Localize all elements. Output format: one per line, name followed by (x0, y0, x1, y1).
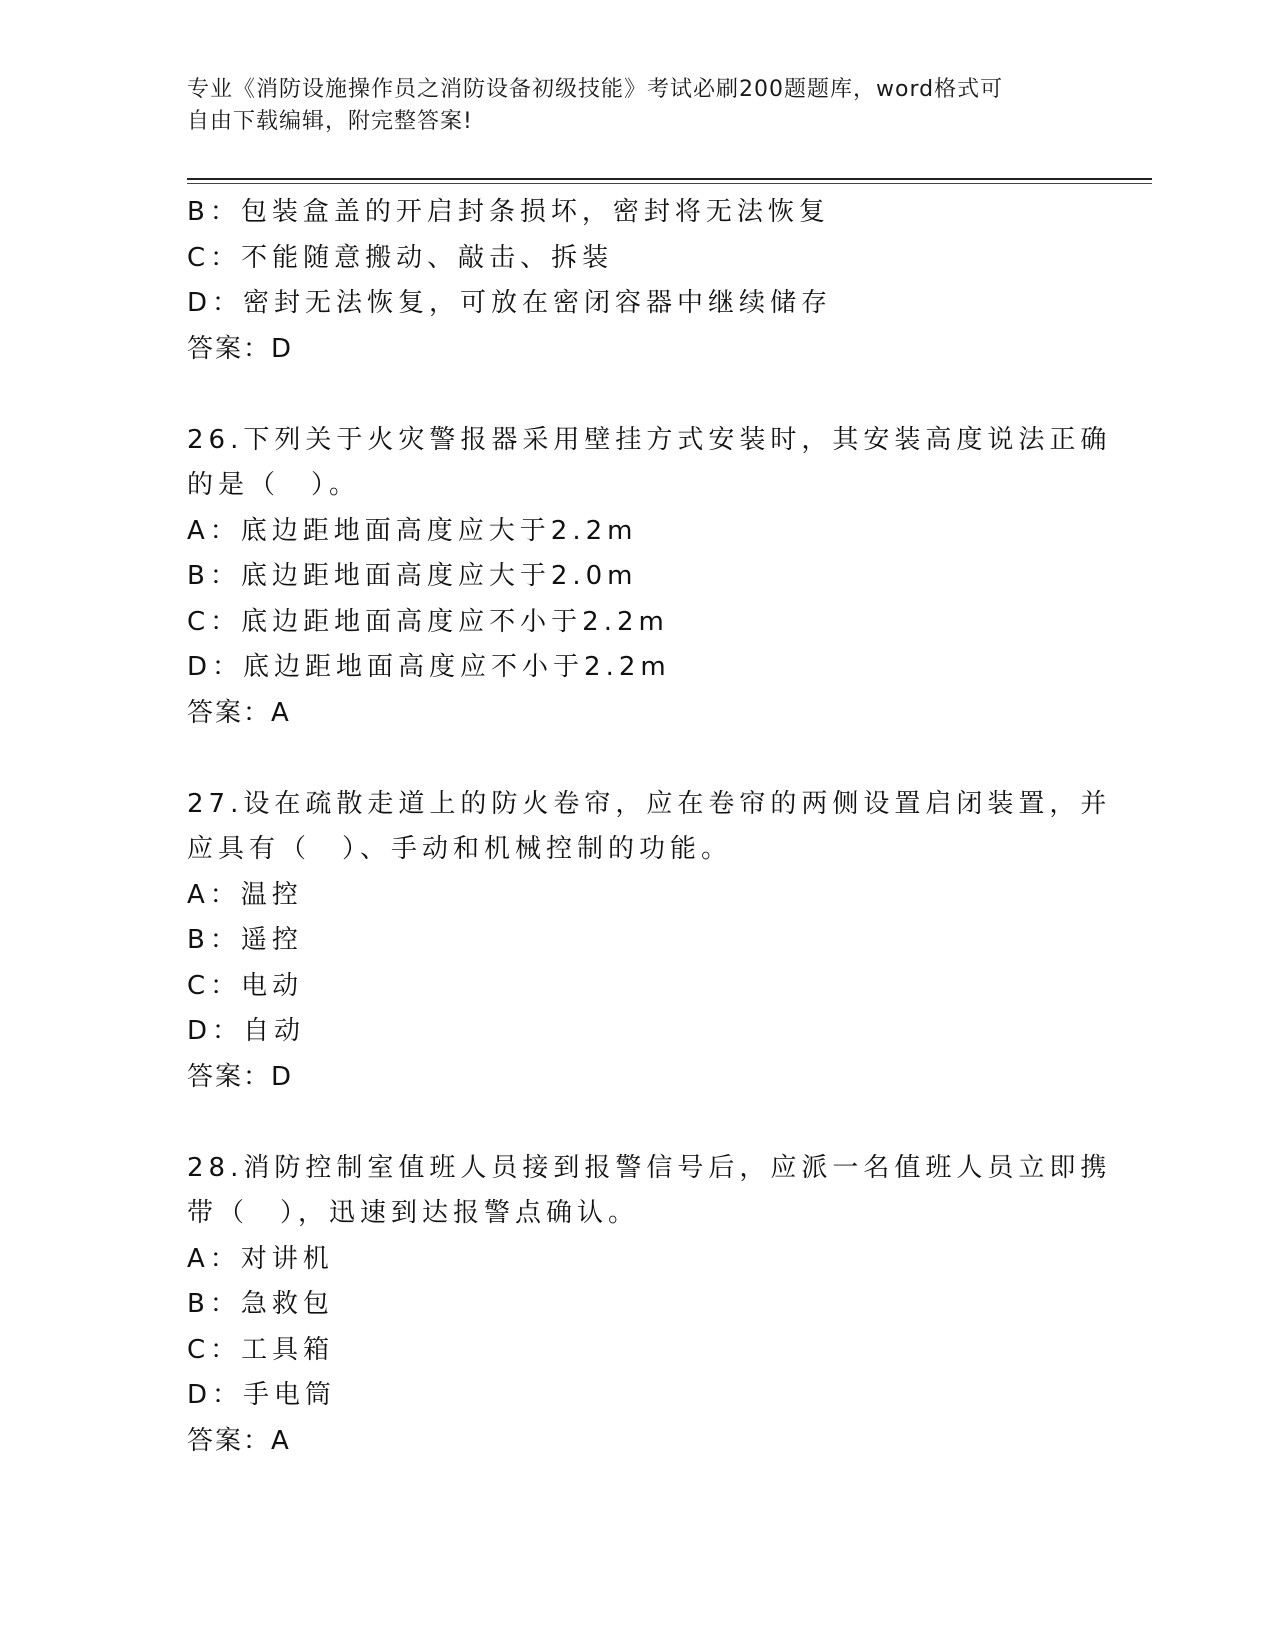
question-27 (187, 782, 1127, 1101)
option-a: A：底边距地面高度应大于2.2m (187, 515, 638, 546)
page-header (187, 74, 1067, 138)
question-list (187, 190, 1127, 1464)
option-d: D：密封无法恢复，可放在密闭容器中继续储存 (187, 288, 833, 318)
answer-line (187, 327, 1127, 373)
answer-label: 答案： (187, 1061, 272, 1092)
answer-label: 答案： (187, 697, 272, 728)
header-divider-thin (187, 183, 1152, 184)
option-b: B：包装盒盖的开启封条损坏，密封将无法恢复 (187, 197, 830, 227)
answer-value: D (271, 1061, 294, 1092)
option-c: C：电动 (187, 970, 304, 1001)
option-d: D：底边距地面高度应不小于2.2m (187, 652, 671, 682)
spacer (187, 736, 1127, 782)
question-stem: 28.消防控制室值班人员接到报警信号后，应派一名值班人员立即携带（ ），迅速到达报警点确认。 (187, 1152, 1112, 1228)
question-26 (187, 418, 1127, 737)
header-divider-thick (187, 178, 1152, 180)
option-b: B：底边距地面高度应大于2.0m (187, 561, 638, 591)
answer-value: A (271, 697, 291, 728)
spacer (187, 1100, 1127, 1146)
option-c: C：工具箱 (187, 1334, 335, 1365)
question-stem: 27.设在疏散走道上的防火卷帘，应在卷帘的两侧设置启闭装置，并应具有（ ）、手动和机械控制的功能。 (187, 788, 1112, 864)
option-a: A：温控 (187, 879, 303, 910)
header-title-line-2: 自由下载编辑，附完整答案! (187, 109, 473, 134)
option-a: A：对讲机 (187, 1243, 334, 1274)
answer-value: D (271, 333, 294, 364)
option-b: B：遥控 (187, 925, 303, 955)
question-28 (187, 1146, 1127, 1465)
option-d: D：自动 (187, 1016, 306, 1046)
answer-value: A (271, 1425, 291, 1456)
option-c: C：不能随意搬动、敲击、拆装 (187, 242, 614, 273)
answer-label: 答案： (187, 333, 272, 364)
question-25-continued (187, 190, 1127, 372)
answer-line (187, 1055, 1127, 1101)
option-c: C：底边距地面高度应不小于2.2m (187, 606, 669, 637)
answer-line (187, 691, 1127, 737)
answer-line (187, 1419, 1127, 1465)
question-stem: 26.下列关于火灾警报器采用壁挂方式安装时，其安装高度说法正确的是（ ）。 (187, 424, 1112, 500)
header-title-line-1: 专业《消防设施操作员之消防设备初级技能》考试必刷200题题库，word格式可 (187, 77, 1004, 102)
option-b: B：急救包 (187, 1289, 334, 1319)
option-d: D：手电筒 (187, 1380, 337, 1410)
answer-label: 答案： (187, 1425, 272, 1456)
spacer (187, 372, 1127, 418)
